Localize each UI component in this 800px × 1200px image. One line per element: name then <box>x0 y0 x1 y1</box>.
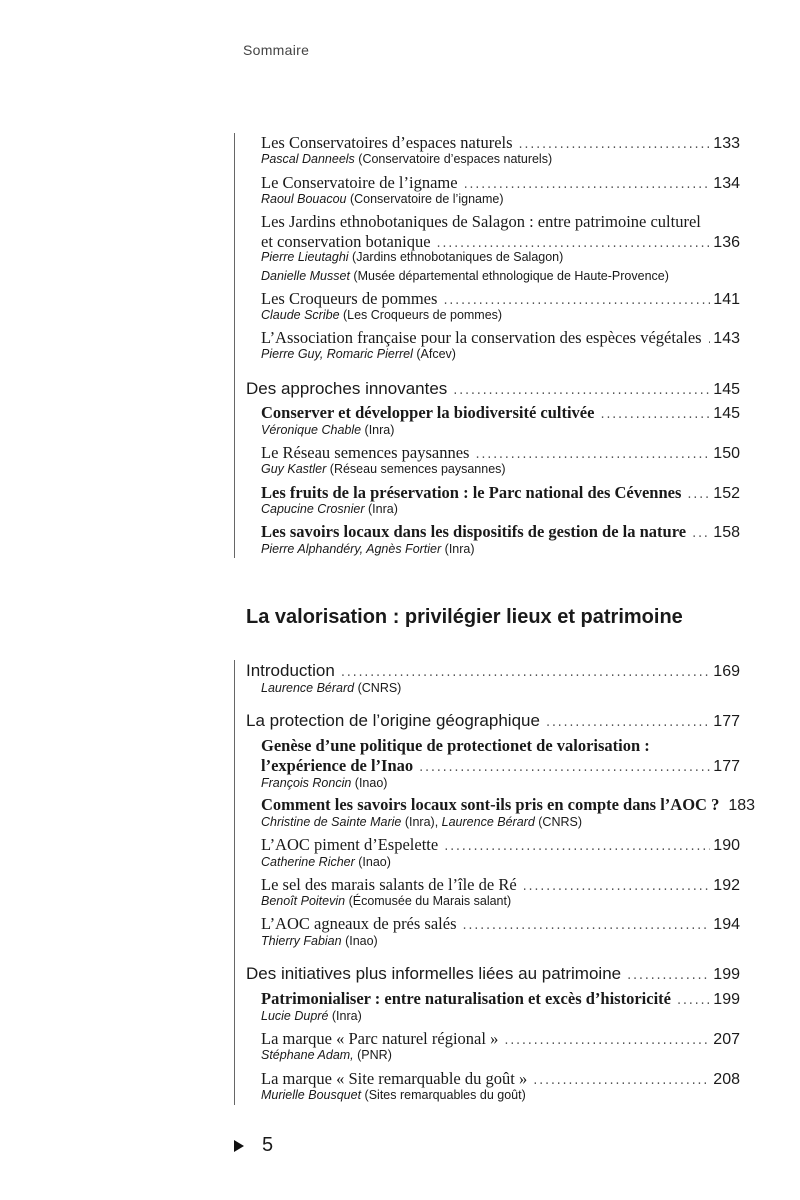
toc-author: Capucine Crosnier (Inra) <box>261 502 398 516</box>
toc-section-title: Introduction <box>246 661 335 680</box>
toc-author: Thierry Fabian (Inao) <box>261 934 378 948</box>
toc-entry[interactable] <box>261 443 740 463</box>
toc-author: François Roncin (Inao) <box>261 776 388 790</box>
toc-section[interactable] <box>246 711 740 731</box>
toc-entry-title: La marque « Parc naturel régional » <box>261 1029 499 1048</box>
toc-entry[interactable] <box>261 989 740 1009</box>
toc-page-number: 194 <box>713 916 740 933</box>
dot-leader <box>437 236 711 251</box>
toc-entry-title: l’expérience de l’Inao <box>261 756 414 775</box>
dot-leader <box>546 715 710 730</box>
toc-entry-title: Le Conservatoire de l’igname <box>261 173 458 192</box>
dot-leader <box>453 383 710 398</box>
toc-page-number: 134 <box>713 175 740 192</box>
toc-page-number: 152 <box>713 485 740 502</box>
toc-entry[interactable] <box>261 835 740 855</box>
dot-leader <box>519 137 711 152</box>
toc-page-number: 199 <box>713 991 740 1008</box>
running-header: Sommaire <box>243 42 310 58</box>
toc-entry[interactable] <box>261 795 756 815</box>
dot-leader <box>504 1033 710 1048</box>
toc-entry-title: Les savoirs locaux dans les dispositifs de gestion de la nature <box>261 522 687 541</box>
dot-leader <box>443 293 710 308</box>
toc-page-number: 150 <box>713 445 740 462</box>
toc-page-number: 177 <box>713 758 740 775</box>
toc-page-number: 208 <box>713 1071 740 1088</box>
toc-page-number: 133 <box>713 135 740 152</box>
toc-entry[interactable] <box>261 133 740 153</box>
toc-page-number: 141 <box>713 291 740 308</box>
margin-rule <box>234 133 235 558</box>
dot-leader <box>692 526 710 541</box>
toc-author: Guy Kastler (Réseau semences paysannes) <box>261 462 506 476</box>
toc-entry-title: Le Réseau semences paysannes <box>261 443 470 462</box>
toc-page-number: 145 <box>713 381 740 398</box>
toc-section-title: La protection de l’origine géographique <box>246 711 540 730</box>
toc-author: Laurence Bérard (CNRS) <box>261 681 402 695</box>
dot-leader <box>341 665 710 680</box>
toc-section-title: Des approches innovantes <box>246 379 448 398</box>
dot-leader <box>444 839 710 854</box>
toc-section[interactable] <box>246 661 740 681</box>
toc-entry-title: L’AOC agneaux de prés salés <box>261 914 457 933</box>
dot-leader <box>708 332 711 347</box>
toc-entry-title: Les Croqueurs de pommes <box>261 289 438 308</box>
toc-author: Pierre Lieutaghi (Jardins ethnobotaniques de Salagon) <box>261 250 564 264</box>
toc-entry-title: L’AOC piment d’Espelette <box>261 835 439 854</box>
dot-leader <box>600 407 710 422</box>
dot-leader <box>463 918 711 933</box>
toc-entry[interactable] <box>261 1069 740 1089</box>
toc-author: Pascal Danneels (Conservatoire d’espaces naturels) <box>261 152 553 166</box>
toc-author: Stéphane Adam, (PNR) <box>261 1048 392 1062</box>
toc-entry-title: Comment les savoirs locaux sont-ils pris en compte dans l’AOC ? <box>261 795 720 814</box>
toc-author: Murielle Bousquet (Sites remarquables du goût) <box>261 1088 526 1102</box>
toc-page-number: 145 <box>713 405 740 422</box>
toc-entry[interactable] <box>261 522 740 542</box>
toc-entry-title: et conservation botanique <box>261 232 431 251</box>
dot-leader <box>533 1073 710 1088</box>
toc-entry-title: Les fruits de la préservation : le Parc national des Cévennes <box>261 483 682 502</box>
toc-page-number: 207 <box>713 1031 740 1048</box>
dot-leader <box>687 487 710 502</box>
toc-author: Raoul Bouacou (Conservatoire de l’igname) <box>261 192 504 206</box>
toc-entry-title: L’Association française pour la conservation des espèces végétales <box>261 328 702 347</box>
toc-entry-title-line[interactable]: Les Jardins ethnobotaniques de Salagon : entre patrimoine culturel <box>261 212 701 231</box>
toc-entry[interactable] <box>261 403 740 423</box>
toc-page-number: 190 <box>713 837 740 854</box>
toc-entry[interactable] <box>261 289 740 309</box>
toc-section[interactable] <box>246 379 740 399</box>
toc-entry[interactable] <box>261 875 740 895</box>
toc-entry[interactable] <box>261 232 740 252</box>
toc-entry[interactable] <box>261 1029 740 1049</box>
toc-page-number: 136 <box>713 234 740 251</box>
toc-entry[interactable] <box>261 483 740 503</box>
toc-page-number: 192 <box>713 877 740 894</box>
toc-page-number: 169 <box>713 663 740 680</box>
dot-leader <box>677 993 710 1008</box>
dot-leader <box>475 447 710 462</box>
toc-entry[interactable] <box>261 328 740 348</box>
toc-author: Christine de Sainte Marie (Inra), Laurence Bérard (CNRS) <box>261 815 582 829</box>
toc-entry[interactable] <box>261 756 740 776</box>
margin-rule <box>234 660 235 1105</box>
dot-leader <box>419 760 710 775</box>
toc-entry-title: Conserver et développer la biodiversité cultivée <box>261 403 595 422</box>
dot-leader <box>627 968 710 983</box>
toc-author: Pierre Guy, Romaric Pierrel (Afcev) <box>261 347 456 361</box>
toc-author: Pierre Alphandéry, Agnès Fortier (Inra) <box>261 542 475 556</box>
part-title: La valorisation : privilégier lieux et patrimoine <box>246 606 683 628</box>
dot-leader <box>523 879 711 894</box>
toc-author: Claude Scribe (Les Croqueurs de pommes) <box>261 308 503 322</box>
toc-author: Danielle Musset (Musée départemental ethnologique de Haute-Provence) <box>261 269 669 283</box>
toc-entry-title-line[interactable]: Genèse d’une politique de protectionet de valorisation : <box>261 736 650 755</box>
dot-leader <box>464 177 711 192</box>
toc-section-title: Des initiatives plus informelles liées au patrimoine <box>246 964 622 983</box>
toc-page-number: 183 <box>728 797 756 814</box>
toc-page-number: 143 <box>713 330 740 347</box>
toc-section[interactable] <box>246 964 740 984</box>
toc-page-number: 158 <box>713 524 740 541</box>
toc-entry-title: Le sel des marais salants de l’île de Ré <box>261 875 517 894</box>
toc-entry[interactable] <box>261 173 740 193</box>
toc-page-number: 177 <box>713 713 740 730</box>
toc-entry[interactable] <box>261 914 740 934</box>
toc-author: Véronique Chable (Inra) <box>261 423 395 437</box>
toc-author: Lucie Dupré (Inra) <box>261 1009 362 1023</box>
toc-page-number: 199 <box>713 966 740 983</box>
toc-author: Benoît Poitevin (Écomusée du Marais salant) <box>261 894 512 908</box>
toc-entry-title: Patrimonialiser : entre naturalisation et excès d’historicité <box>261 989 671 1008</box>
toc-entry-title: Les Conservatoires d’espaces naturels <box>261 133 513 152</box>
folio-page-number: 5 <box>262 1134 274 1156</box>
play-arrow-icon <box>234 1140 244 1152</box>
toc-entry-title: La marque « Site remarquable du goût » <box>261 1069 528 1088</box>
toc-author: Catherine Richer (Inao) <box>261 855 391 869</box>
